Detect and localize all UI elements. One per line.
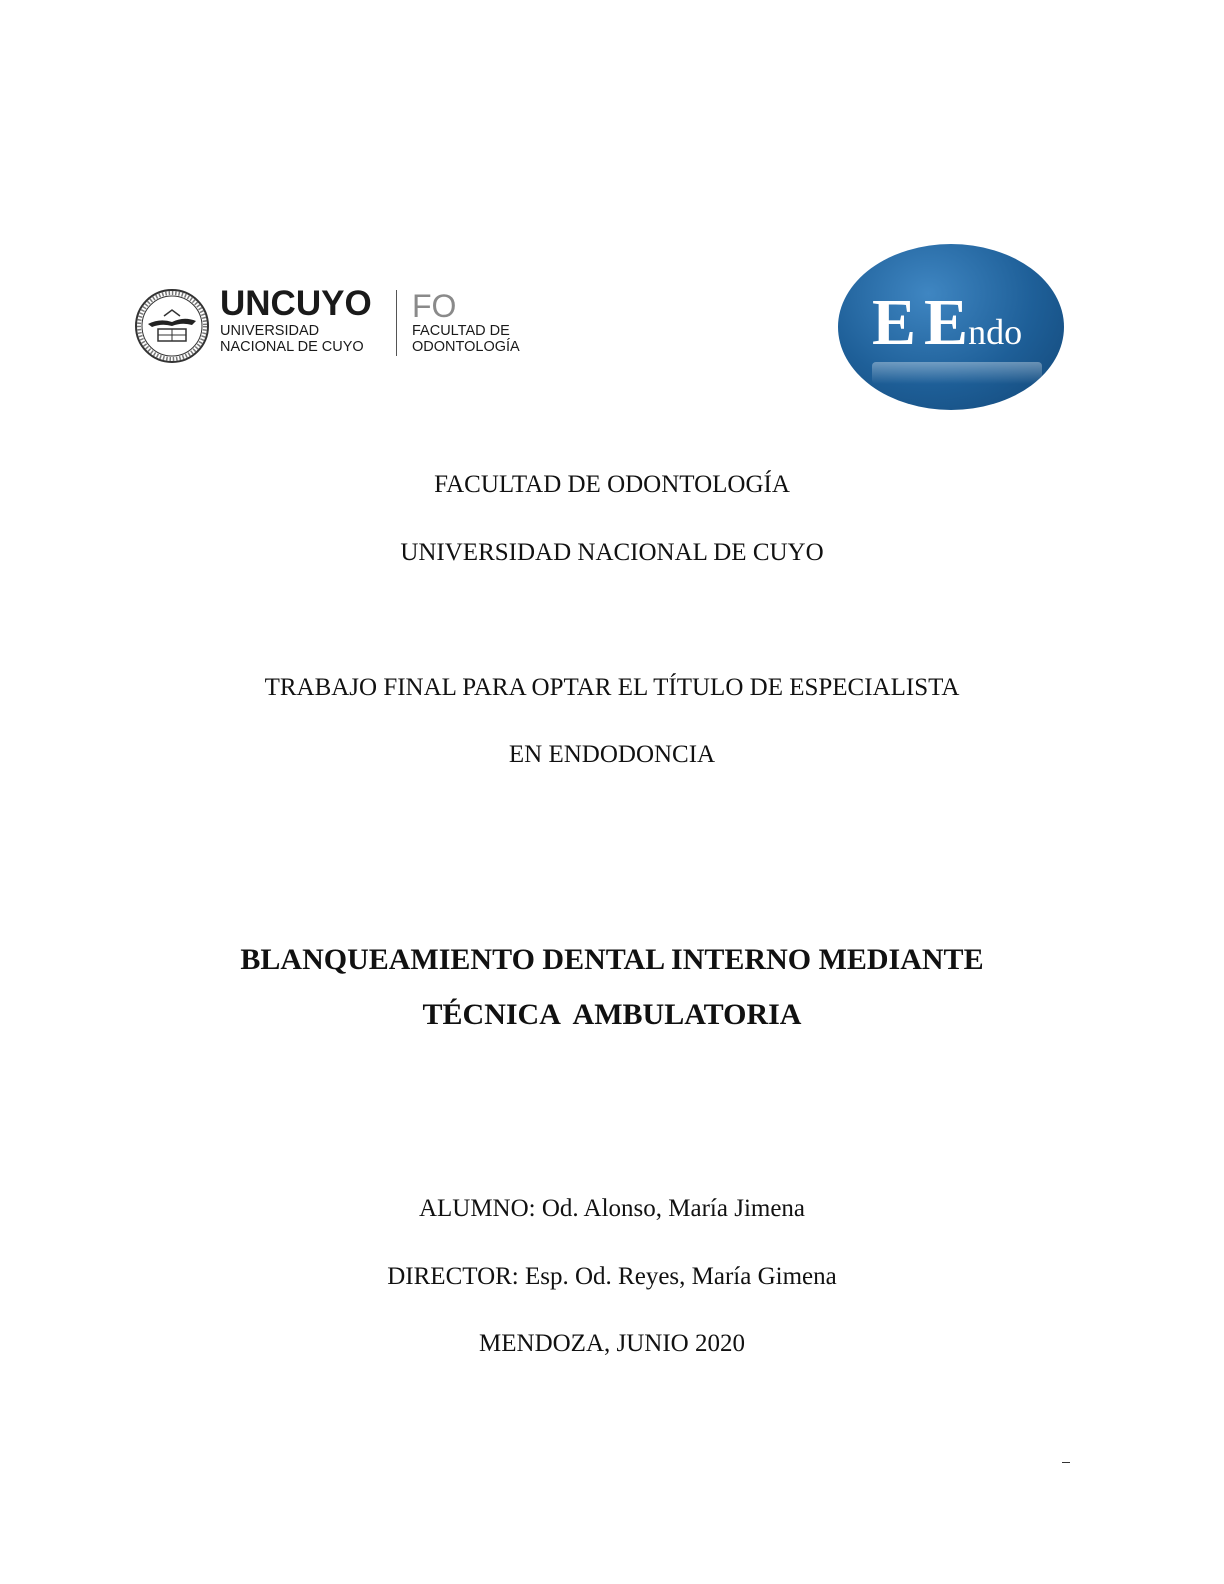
eendo-letter-1: E — [872, 286, 917, 359]
eendo-letter-2: E — [924, 286, 969, 359]
purpose-line-2: EN ENDODONCIA — [508, 741, 716, 768]
faculty-name: FACULTAD DE ODONTOLOGÍA — [434, 471, 790, 498]
director-credit: DIRECTOR: Esp. Od. Reyes, María Gimena — [387, 1263, 837, 1290]
page-mark — [1062, 1462, 1070, 1463]
university-name: UNIVERSIDAD NACIONAL DE CUYO — [400, 539, 824, 566]
eendo-suffix: ndo — [968, 312, 1023, 352]
fo-subtitle-2: ODONTOLOGÍA — [412, 339, 520, 355]
eendo-wordmark — [872, 286, 1023, 359]
uncuyo-logo — [134, 284, 544, 364]
student-credit: ALUMNO: Od. Alonso, María Jimena — [418, 1195, 806, 1222]
uncuyo-subtitle-1: UNIVERSIDAD — [220, 323, 320, 339]
eendo-reflection — [872, 362, 1042, 384]
eendo-logo — [838, 244, 1064, 410]
fo-wordmark: FO — [412, 288, 457, 324]
thesis-title-line-2: TÉCNICA AMBULATORIA — [422, 998, 802, 1031]
purpose-line-1: TRABAJO FINAL PARA OPTAR EL TÍTULO DE ESPECIALISTA — [264, 674, 960, 701]
university-seal-icon — [134, 288, 210, 364]
uncuyo-subtitle-2: NACIONAL DE CUYO — [220, 339, 364, 355]
logo-divider — [396, 290, 397, 356]
uncuyo-wordmark: UNCUYO — [220, 284, 372, 323]
fo-subtitle-1: FACULTAD DE — [412, 323, 510, 339]
place-date: MENDOZA, JUNIO 2020 — [479, 1330, 745, 1357]
thesis-title-line-1: BLANQUEAMIENTO DENTAL INTERNO MEDIANTE — [240, 943, 984, 976]
